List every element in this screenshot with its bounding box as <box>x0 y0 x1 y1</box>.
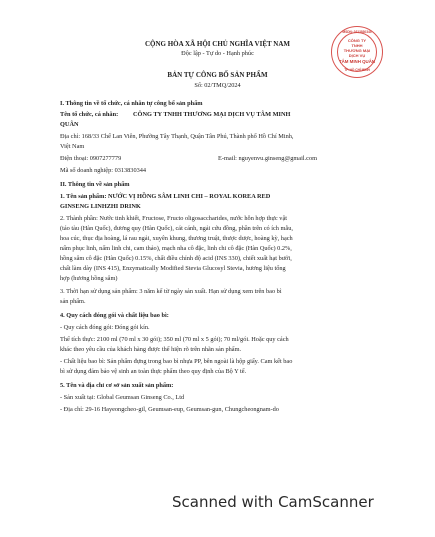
country-name: CỘNG HÒA XÃ HỘI CHỦ NGHĨA VIỆT NAM <box>144 40 290 48</box>
org-name-label: Tên tổ chức, cá nhân: <box>60 111 119 118</box>
ingredients-line: 2. Thành phần: Nước tinh khiết, Fructose, Fructo oligosaccharides, nước hỗn hợp thực vật <box>60 215 287 222</box>
packaging-line: khác theo yêu cầu của khách hàng được thể hiện rõ trên nhãn sản phẩm. <box>60 346 242 353</box>
seal-company-name: TÂM MINH QUÂN <box>338 59 376 64</box>
org-name-value-cont: QUÂN <box>60 121 79 128</box>
seal-line: THƯƠNG MẠI <box>343 48 371 53</box>
section2-heading: II. Thông tin về sản phẩm <box>60 181 130 188</box>
org-name-value: CÔNG TY TNHH THƯƠNG MẠI DỊCH VỤ TÂM MINH <box>133 111 291 118</box>
manufacturer-line: - Sản xuất tại: Global Geumsan Ginseng Co., Ltd <box>60 394 185 401</box>
seal-tax-code: MSDN: 0313830344 <box>342 30 372 34</box>
ingredients-line: chất làm dày (INS 415), Enzymatically Modified Stevia Glucosyl Stevia, hương liệu tổng <box>60 265 286 272</box>
email: E-mail: nguyenvu.ginseng@gmail.com <box>218 155 318 162</box>
seal-line: CÔNG TY <box>347 38 367 43</box>
seal-line: DỊCH VỤ <box>348 53 366 58</box>
packaging-line: Thể tích thực: 2100 ml (70 ml x 30 gói); 350 ml (70 ml x 5 gói); 70 ml/gói. Hoặc quy cách <box>60 336 289 343</box>
company-seal <box>331 26 383 78</box>
ingredients-line: nấm phục linh, nấm linh chi, cam thảo), mạch nha cô đặc, linh chi cô đặc (Hàn Quốc) 0.2%, <box>60 245 292 252</box>
tax-code: Mã số doanh nghiệp: 0313830344 <box>60 167 147 174</box>
packaging-line: - Chất liệu bao bì: Sản phẩm đựng trong bao bì nhựa PP, bên ngoài là hộp giấy. Cam kết bao <box>60 358 293 365</box>
product-name-cont: GINSENG LINHZHI DRINK <box>60 203 141 210</box>
packaging-line: bì sử dụng đảm bảo vệ sinh an toàn thực phẩm theo quy định của Bộ Y tế. <box>60 368 247 375</box>
document-number: Số: 02/TMQ/2024 <box>194 82 241 89</box>
ingredients-line: hồng sâm cô đặc (Hàn Quốc) 0.15%, chất điều chỉnh độ acid (INS 330), chiết xuất hạt bưởi, <box>60 255 292 262</box>
packaging-heading: 4. Quy cách đóng gói và chất liệu bao bì: <box>60 312 169 319</box>
shelf-life: 3. Thời hạn sử dụng sản phẩm: 3 năm kể từ ngày sản xuất. Hạn sử dụng xem trên bao bì <box>60 288 282 295</box>
scanner-watermark: Scanned with CamScanner <box>172 493 374 511</box>
document-title: BẢN TỰ CÔNG BỐ SẢN PHẨM <box>167 71 268 79</box>
ingredients-line: (táo tàu (Hàn Quốc), đương quy (Hàn Quốc), cát cánh, ngải cứu đồng, phần trên có ích mẫu, <box>60 225 293 232</box>
ingredients-line: hợp (hương hồng sâm) <box>60 275 118 282</box>
shelf-life-cont: sản phẩm. <box>60 298 86 305</box>
phone: Điện thoại: 0907277779 <box>60 155 122 162</box>
address: Địa chỉ: 168/33 Chế Lan Viên, Phường Tây Thạnh, Quận Tân Phú, Thành phố Hồ Chí Minh, <box>60 133 294 140</box>
ingredients-line: hoa cúc, thục địa hoàng, lá rau ngải, xuyên khung, thương truật, thược dược, hoàng kỳ, hạch <box>60 235 293 242</box>
manufacturer-heading: 5. Tên và địa chỉ cơ sở sản xuất sản phẩm: <box>60 382 174 389</box>
seal-city: TP. HỒ CHÍ MINH <box>344 68 370 72</box>
product-name: 1. Tên sản phẩm: NƯỚC VỊ HỒNG SÂM LINH CHI – ROYAL KOREA RED <box>60 193 271 200</box>
packaging-line: - Quy cách đóng gói: Đóng gói kín. <box>60 324 150 331</box>
section1-heading: I. Thông tin về tổ chức, cá nhân tự công bố sản phẩm <box>60 100 203 107</box>
address-cont: Việt Nam <box>60 143 85 150</box>
seal-line: TNHH <box>351 43 363 48</box>
manufacturer-line: - Địa chỉ: 29-16 Hayeongcheo-gil, Geumsan-eup, Geumsan-gun, Chungcheongnam-do <box>60 406 279 413</box>
national-motto: Độc lập - Tự do - Hạnh phúc <box>181 50 254 57</box>
